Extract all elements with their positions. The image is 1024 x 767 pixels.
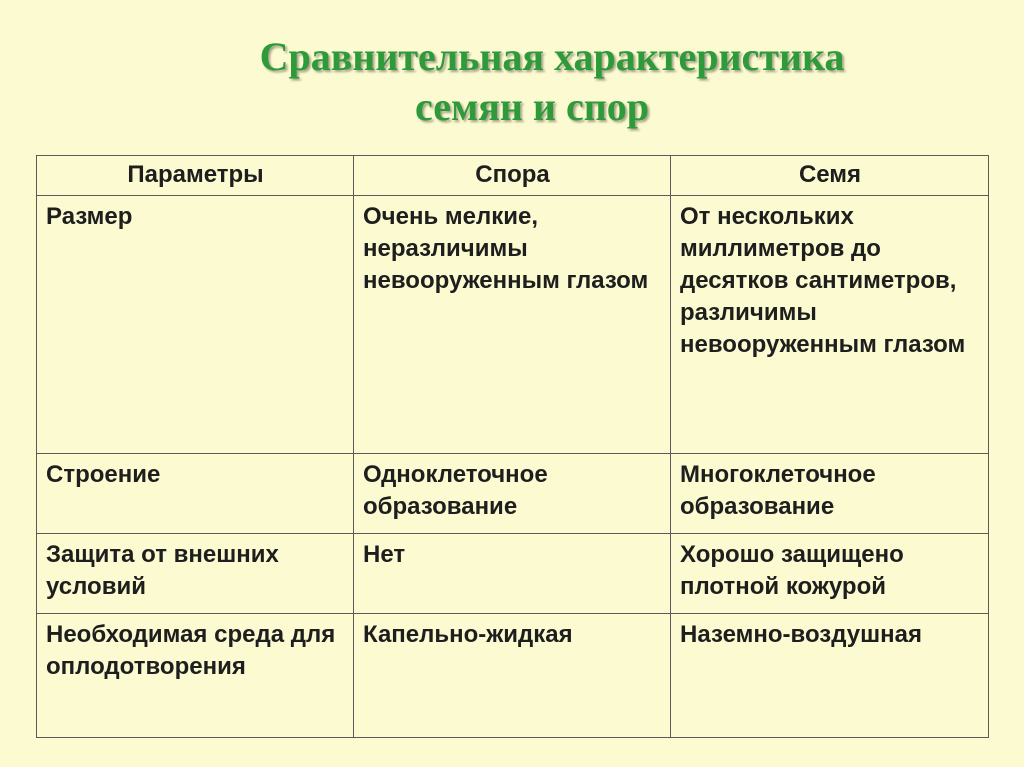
table-cell-seed: От нескольких миллиметров до десятков сантиметров, различимы невооруженным глазом xyxy=(671,196,989,454)
table-cell-parameter: Строение xyxy=(37,454,354,534)
table-cell-parameter: Необходимая среда для оплодотворения xyxy=(37,614,354,738)
header-seed: Семя xyxy=(671,156,989,196)
slide-title-line-2: семян и спор xyxy=(414,84,650,129)
table-row-structure xyxy=(37,454,989,534)
comparison-table xyxy=(36,155,989,738)
table-cell-seed: Наземно-воздушная xyxy=(671,614,989,738)
table-cell-spore: Нет xyxy=(354,534,671,614)
table-cell-seed: Хорошо защищено плотной кожурой xyxy=(671,534,989,614)
header-parameters: Параметры xyxy=(37,156,354,196)
table-cell-parameter: Размер xyxy=(37,196,354,454)
slide-title xyxy=(0,32,1024,132)
header-spore: Спора xyxy=(354,156,671,196)
table-cell-spore: Очень мелкие, неразличимы невооруженным глазом xyxy=(354,196,671,454)
table-row-environment xyxy=(37,614,989,738)
table-cell-spore: Одноклеточное образование xyxy=(354,454,671,534)
slide-title-line-1: Сравнительная характеристика xyxy=(259,34,845,79)
table-cell-spore: Капельно-жидкая xyxy=(354,614,671,738)
table-cell-parameter: Защита от внешних условий xyxy=(37,534,354,614)
table-cell-seed: Многоклеточное образование xyxy=(671,454,989,534)
table-row-protection xyxy=(37,534,989,614)
table-header-row xyxy=(37,156,989,196)
table-row-size xyxy=(37,196,989,454)
